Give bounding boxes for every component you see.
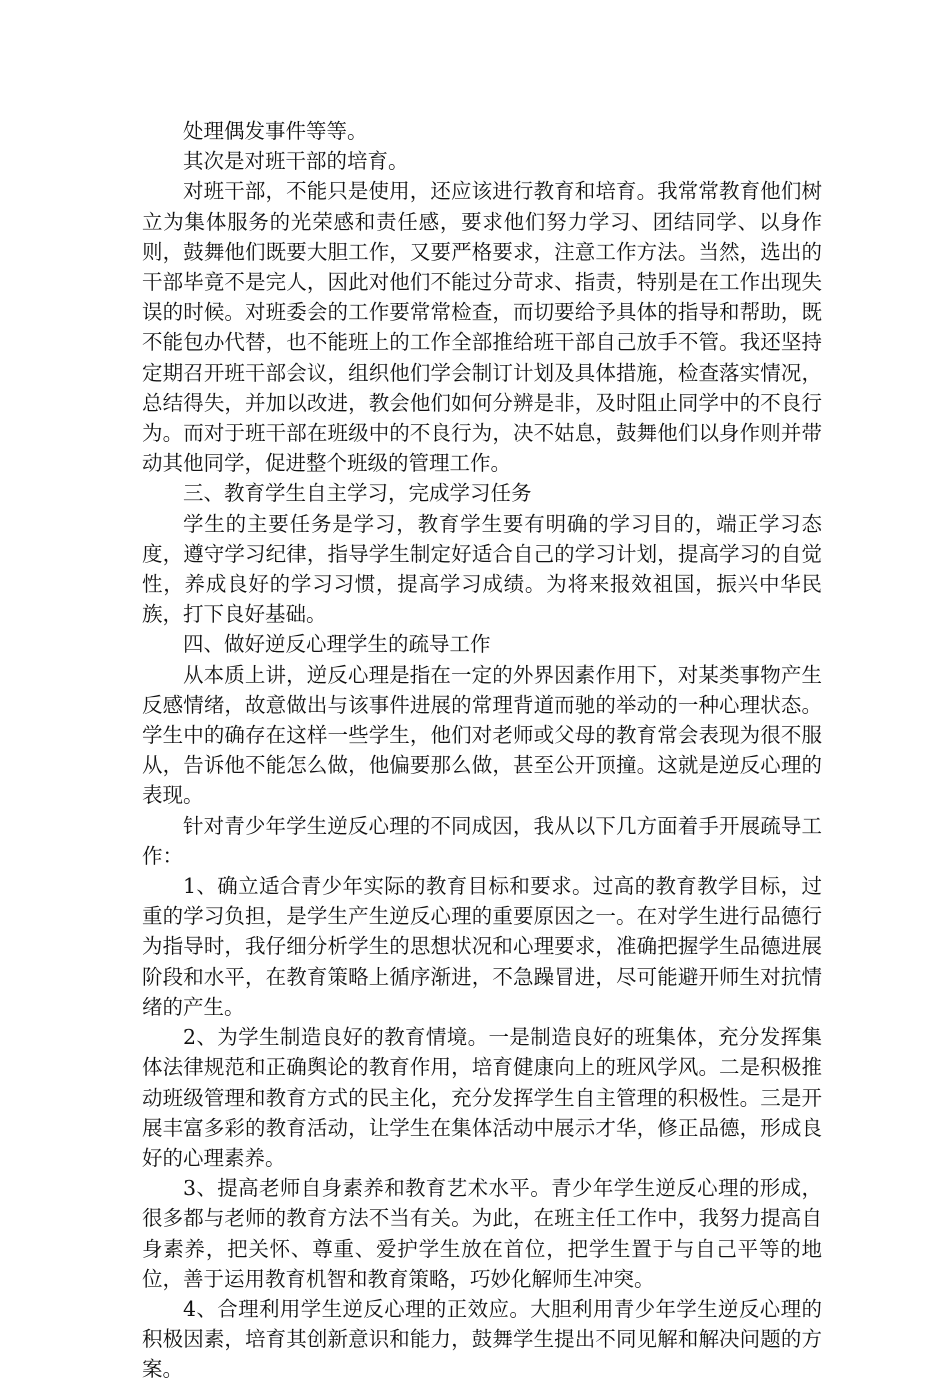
list-item-4: 4、合理利用学生逆反心理的正效应。大胆利用青少年学生逆反心理的积极因素，培育其创新意识和能力，鼓舞学生提出不同见解和解决问题的方案。: [142, 1296, 822, 1382]
paragraph-8: 针对青少年学生逆反心理的不同成因，我从以下几方面着手开展疏导工作：: [142, 813, 822, 868]
section-heading-4: 四、做好逆反心理学生的疏导工作: [183, 632, 491, 657]
list-item-1: 1、确立适合青少年实际的教育目标和要求。过高的教育教学目标，过重的学习负担，是学生产生逆反心理的重要原因之一。在对学生进行品德行为指导时，我仔细分析学生的思想状况和心理要求，准确把握学生品德进展阶段和水平，在教育策略上循序渐进，不急躁冒进，尽可能避开师生对抗情绪的产生。: [142, 874, 822, 1019]
section-heading-3: 三、教育学生自主学习，完成学习任务: [183, 481, 532, 506]
paragraph-7: 从本质上讲，逆反心理是指在一定的外界因素作用下，对某类事物产生反感情绪，故意做出与该事件进展的常理背道而驰的举动的一种心理状态。学生中的确存在这样一些学生，他们对老师或父母的教育常会表现为很不服从，告诉他不能怎么做，他偏要那么做，甚至公开顶撞。这就是逆反心理的表现。: [142, 662, 822, 808]
paragraph-1: 处理偶发事件等等。: [183, 119, 368, 143]
paragraph-2: 其次是对班干部的培育。: [183, 149, 409, 174]
document-page: [142, 116, 822, 1385]
list-item-3: 3、提高老师自身素养和教育艺术水平。青少年学生逆反心理的形成，很多都与老师的教育方法不当有关。为此，在班主任工作中，我努力提高自身素养，把关怀、尊重、爱护学生放在首位，把学生置于与自己平等的地位，善于运用教育机智和教育策略，巧妙化解师生冲突。: [142, 1176, 822, 1291]
paragraph-3: 对班干部，不能只是使用，还应该进行教育和培育。我常常教育他们树立为集体服务的光荣感和责任感，要求他们努力学习、团结同学、以身作则，鼓舞他们既要大胆工作，又要严格要求，注意工作方法。当然，选出的干部毕竟不是完人，因此对他们不能过分苛求、指责，特别是在工作出现失误的时候。对班委会的工作要常常检查，而切要给予具体的指导和帮助，既不能包办代替，也不能班上的工作全部推给班干部自己放手不管。我还坚持定期召开班干部会议，组织他们学会制订计划及具体措施，检查落实情况，总结得失，并加以改进，教会他们如何分辨是非，及时阻止同学中的不良行为。而对于班干部在班级中的不良行为，决不姑息，鼓舞他们以身作则并带动其他同学，促进整个班级的管理工作。: [142, 179, 822, 476]
paragraph-5: 学生的主要任务是学习，教育学生要有明确的学习目的，端正学习态度，遵守学习纪律，指导学生制定好适合自己的学习计划，提高学习的自觉性，养成良好的学习习惯，提高学习成绩。为将来报效祖国，振兴中华民族，打下良好基础。: [142, 511, 822, 627]
list-item-2: 2、为学生制造良好的教育情境。一是制造良好的班集体，充分发挥集体法律规范和正确舆论的教育作用，培育健康向上的班风学风。二是积极推动班级管理和教育方式的民主化，充分发挥学生自主管理的积极性。三是开展丰富多彩的教育活动，让学生在集体活动中展示才华，修正品德，形成良好的心理素养。: [142, 1025, 822, 1170]
